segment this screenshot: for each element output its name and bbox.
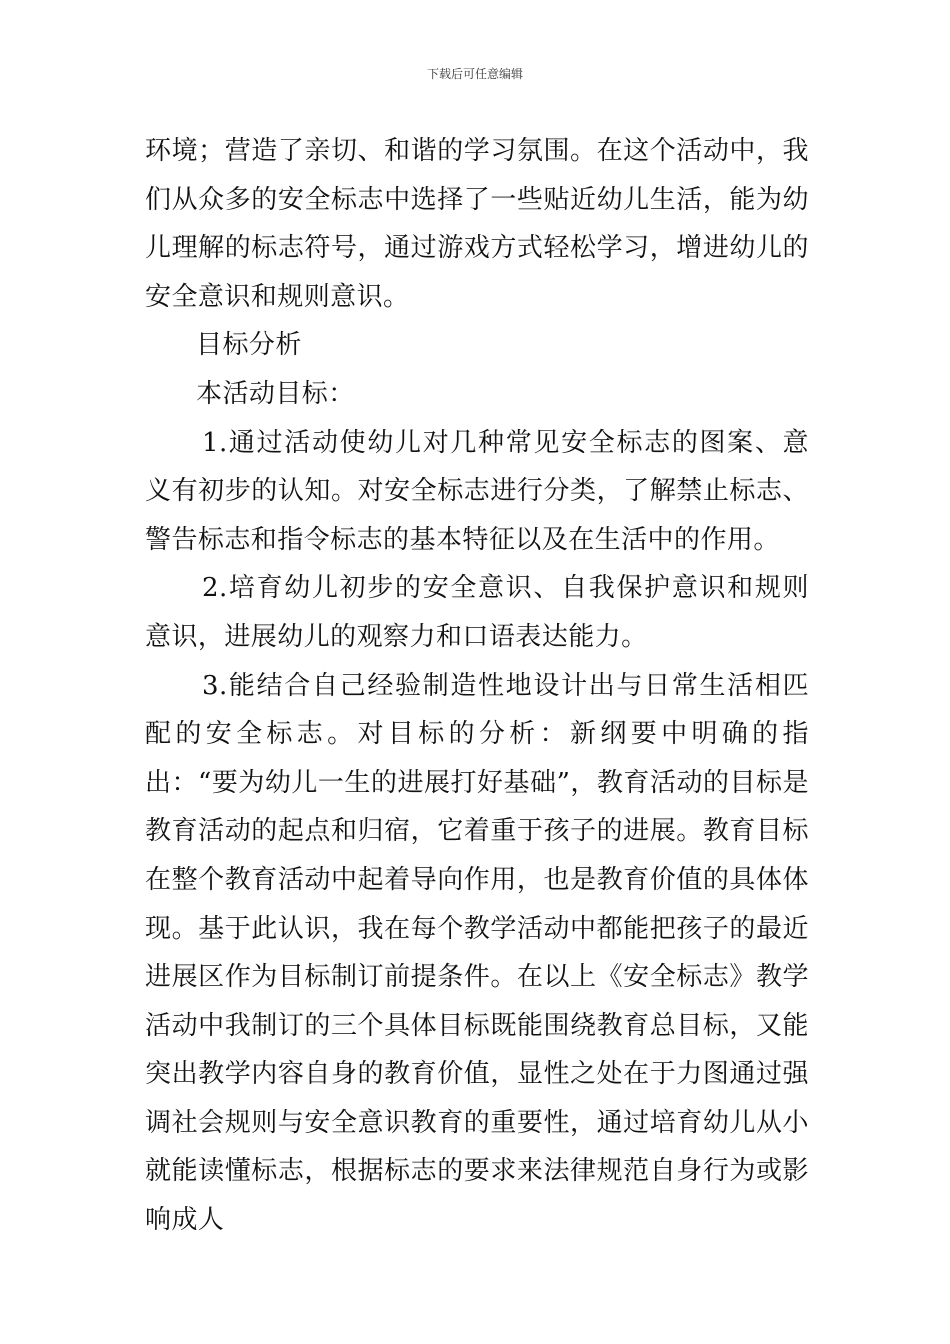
goal-item-2: 2.培育幼儿初步的安全意识、自我保护意识和规则意识，进展幼儿的观察力和口语表达能力。 [145,573,809,652]
goal-item-3: 3.能结合自己经验制造性地设计出与日常生活相匹配的安全标志。对目标的分析：新纲要中明确的指出：“要为幼儿一生的进展打好基础”，教育活动的目标是教育活动的起点和归宿，它着重于孩子的进展。教育目标在整个教育活动中起着导向作用，也是教育价值的具体体现。基于此认识，我在每个教学活动中都能把孩子的最近进展区作为目标制订前提条件。在以上《安全标志》教学活动中我制订的三个具体目标既能围绕教育总目标，又能突出教学内容自身的教育价值，显性之处在于力图通过强调社会规则与安全意识教育的重要性，通过培育幼儿从小就能读懂标志，根据标志的要求来法律规范自身行为或影响成人 [145,670,809,1236]
page-header-note: 下载后可任意编辑 [426,67,523,81]
subheading-activity-goals: 本活动目标： [196,378,355,409]
paragraph-continuation: 环境；营造了亲切、和谐的学习氛围。在这个活动中，我们从众多的安全标志中选择了一些贴近幼儿生活，能为幼儿理解的标志符号，通过游戏方式轻松学习，增进幼儿的安全意识和规则意识。 [145,136,809,312]
goal-item-1: 1.通过活动使幼儿对几种常见安全标志的图案、意义有初步的认知。对安全标志进行分类，了解禁止标志、警告标志和指令标志的基本特征以及在生活中的作用。 [145,427,809,555]
document-body [145,127,809,1245]
section-heading-goal-analysis: 目标分析 [196,330,302,361]
